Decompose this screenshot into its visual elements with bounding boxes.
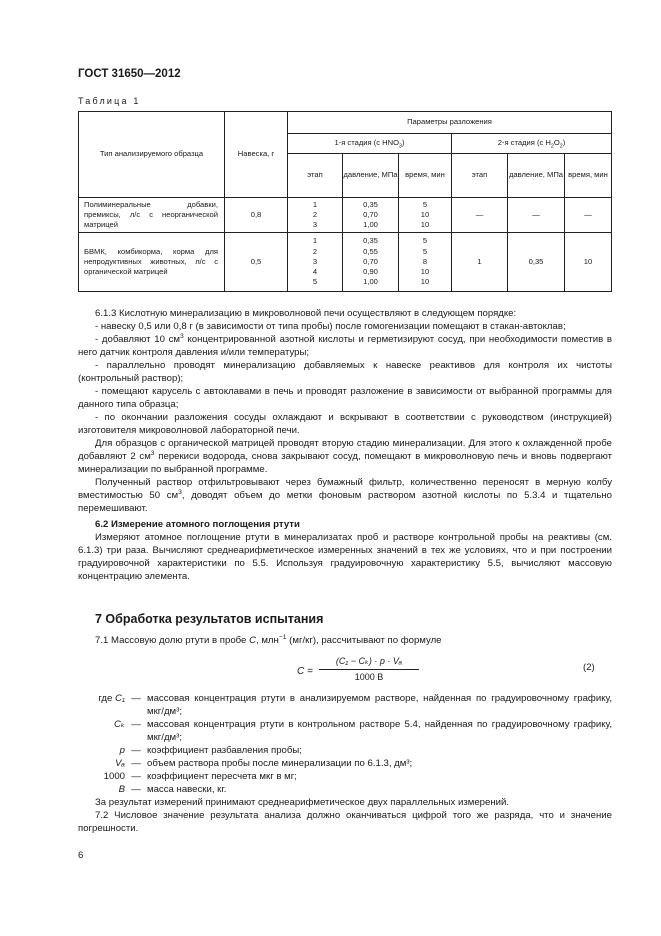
list-item: Vₐ — объем раствора пробы после минерализации по 6.1.3, дм³;	[115, 758, 413, 769]
list-item: где C₁ — массовая концентрация ртути в анализируемом растворе, найденная по градуировочному графику, мкг/дм³;	[98, 693, 612, 717]
list-item: - помещают карусель с автоклавами в печь и проводят разложение в зависимости от выбранной программы для данного типа образца;	[78, 386, 612, 410]
s2-pressure-cell: —	[508, 198, 565, 233]
s2-time-cell: 10	[565, 233, 612, 292]
paragraph-filtration: Полученный раствор отфильтровывают через бумажный фильтр, количественно переносят в мерную колбу вместимостью 50 $см^3$, доводят объем до метки фоновым раствором азотной кислоты по 5.3.4 и тщательно перемешивают.	[78, 477, 612, 514]
col-sample-header: Тип анализируемого образца	[79, 112, 225, 198]
col-params-header: Параметры разложения	[288, 112, 612, 134]
stage1-pressure-header: давление, МПа	[343, 154, 399, 198]
s1-time-cell: 5 10 10	[399, 198, 452, 233]
s1-pressure-cell: 0,35 0,55 0,70 0,90 1,00	[343, 233, 399, 292]
stage2-time-header: время, мин	[565, 154, 612, 198]
mass-cell: 0,5	[225, 233, 288, 292]
table-row	[79, 233, 612, 292]
list-item: B — масса навески, кг.	[118, 784, 227, 795]
stage2-step-header: этап	[452, 154, 508, 198]
list-item: - навеску 0,5 или 0,8 г (в зависимости от типа пробы) после гомогенизации помещают в стакан-автоклав;	[95, 321, 566, 332]
paragraph-6-1-3: 6.1.3 Кислотную минерализацию в микроволновой печи осуществляют в следующем порядке:	[95, 308, 517, 319]
sample-type-cell: Полиминеральные добавки, премиксы, л/с с неорганической матрицей	[79, 198, 225, 233]
paragraph-result: За результат измерений принимают среднеарифметическое двух параллельных измерений.	[95, 797, 510, 808]
document-header: ГОСТ 31650—2012	[78, 68, 181, 80]
s2-step-cell: —	[452, 198, 508, 233]
s1-time-cell: 5 5 8 10 10	[399, 233, 452, 292]
formula-definitions	[78, 692, 612, 835]
section-6-1-3	[78, 307, 612, 583]
formula-lhs: C =	[297, 666, 313, 677]
paragraph-organic: Для образцов с органической матрицей проводят вторую стадию минерализации. Для этого к охлажденной пробе добавляют 2 $см^3$ перекиси водорода, снова закрывают сосуд, помещают в микроволновую печь и вновь подвергают минерализации по выбранной программе.	[78, 438, 612, 475]
stage2-pressure-header: давление, МПа	[508, 154, 565, 198]
page-number: 6	[78, 850, 84, 861]
s1-pressure-cell: 0,35 0,70 1,00	[343, 198, 399, 233]
s1-steps-cell: 1 2 3	[288, 198, 343, 233]
s2-step-cell: 1	[452, 233, 508, 292]
formula-2	[297, 656, 497, 690]
table-caption: Таблица 1	[78, 96, 141, 106]
heading-6-2: 6.2 Измерение атомного поглощения ртути	[95, 519, 300, 530]
stage2-header: 2-я стадия (с $H_2O_2$)	[452, 134, 612, 154]
section-7-heading: 7 Обработка результатов испытания	[95, 612, 324, 626]
list-item: - параллельно проводят минерализацию добавляемых к навеске реактивов для контроля их чистоты (контрольный раствор);	[78, 360, 612, 384]
sample-type-cell: БВМК, комбикорма, корма для непродуктивных животных, л/с с органической матрицей	[79, 233, 225, 292]
formula-denominator: 1000 B	[354, 672, 384, 682]
paragraph-7-1: 7.1 Массовую долю ртути в пробе C, млн$^{-1}$ (мг/кг), рассчитывают по формуле	[95, 633, 442, 646]
list-item: p — коэффициент разбавления пробы;	[119, 745, 302, 756]
paragraph-6-2: Измеряют атомное поглощение ртути в минерализатах проб и растворе контрольной пробы на реактивы (см. 6.1.3) три раза. Вычисляют среднеарифметическое измеренных значений в тех же условиях, что и при построении градуировочной характеристики по 5.5. Используя градуировочную характеристику 5.5, вычисляют массовую концентрацию элемента.	[78, 532, 612, 582]
list-item: 1000 — коэффициент пересчета мкг в мг;	[103, 771, 297, 782]
stage1-header: 1-я стадия (с $HNO_3$)	[288, 134, 452, 154]
list-item: Cₖ — массовая концентрация ртути в контрольном растворе 5.4, найденная по градуировочному графику, мкг/дм³;	[113, 719, 612, 743]
s1-steps-cell: 1 2 3 4 5	[288, 233, 343, 292]
stage1-time-header: время, мин	[399, 154, 452, 198]
col-mass-header: Навеска, г	[225, 112, 288, 198]
formula-numerator: (C₁ − Cₖ) · p · Vₐ	[335, 656, 403, 666]
stage1-step-header: этап	[288, 154, 343, 198]
mass-cell: 0,8	[225, 198, 288, 233]
paragraph-7-2: 7.2 Числовое значение результата анализа должно оканчиваться цифрой того же разряда, что и значение погрешности.	[78, 810, 612, 834]
formula-fraction-bar	[319, 669, 419, 670]
table-row	[79, 198, 612, 233]
list-item: - добавляют 10 $см^3$ концентрированной азотной кислоты и герметизируют сосуд, при необходимости поместив в него датчик контроля давления и/или температуры;	[78, 332, 612, 358]
list-item: - по окончании разложения сосуды охлаждают и вскрывают в соответствии с руководством (инструкцией) изготовителя микроволновой лабораторной печи.	[78, 412, 612, 436]
s2-time-cell: —	[565, 198, 612, 233]
digestion-parameters-table	[78, 111, 612, 292]
s2-pressure-cell: 0,35	[508, 233, 565, 292]
equation-number: (2)	[583, 662, 595, 673]
